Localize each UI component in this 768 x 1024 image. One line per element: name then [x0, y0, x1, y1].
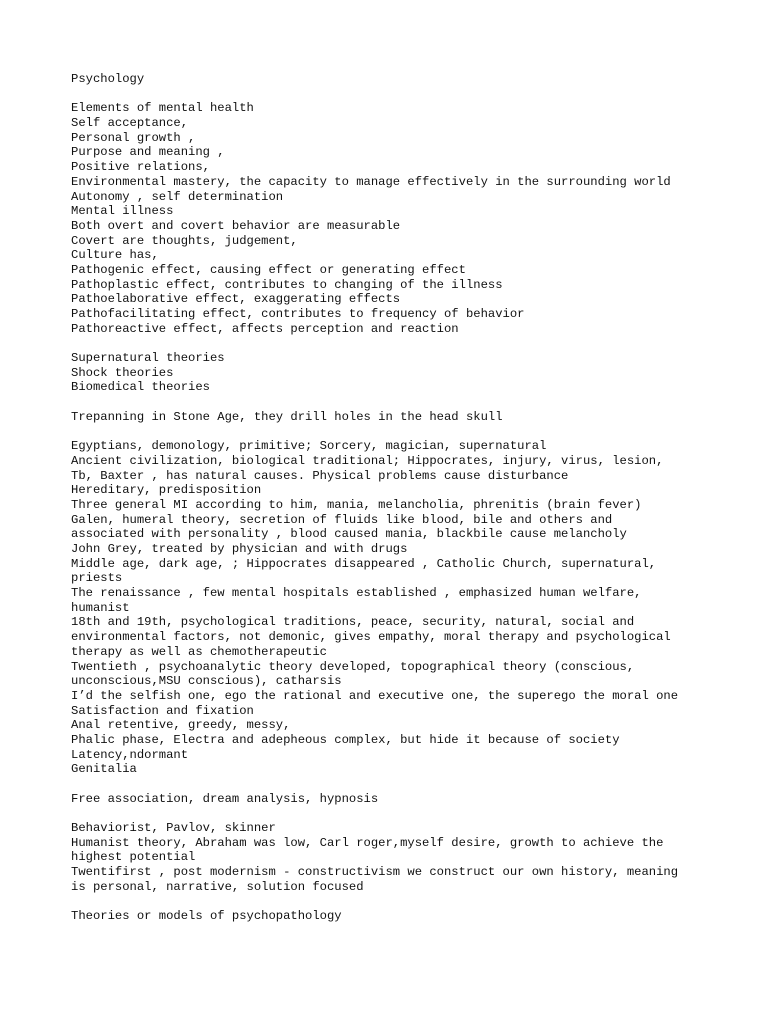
text-line: Mental illness [71, 204, 174, 219]
text-line: Self acceptance, [71, 116, 189, 131]
text-line: Anal retentive, greedy, messy, [71, 718, 291, 733]
text-line: highest potential [71, 850, 196, 865]
text-line: is personal, narrative, solution focused [71, 879, 364, 894]
text-line: Hereditary, predisposition [71, 483, 262, 498]
text-line: I’d the selfish one, ego the rational and executive one, the superego the moral one [71, 688, 679, 703]
text-line: Egyptians, demonology, primitive; Sorcery, magician, supernatural [71, 439, 547, 454]
text-line: 18th and 19th, psychological traditions, peace, security, natural, social and [71, 615, 635, 630]
blank-line [71, 425, 731, 440]
text-line: John Grey, treated by physician and with drugs [71, 542, 408, 556]
blank-line [71, 777, 731, 792]
text-line: Environmental mastery, the capacity to manage effectively in the surrounding world [71, 174, 671, 189]
blank-line [71, 806, 731, 821]
text-line: Supernatural theories [71, 351, 225, 366]
text-line: Ancient civilization, biological traditional; Hippocrates, injury, virus, lesion, [71, 453, 664, 468]
text-line: The renaissance , few mental hospitals established , emphasized human welfare, [71, 586, 642, 601]
text-line: Both overt and covert behavior are measurable [71, 218, 401, 233]
text-line: Pathoelaborative effect, exaggerating effects [71, 292, 401, 307]
text-line: Satisfaction and fixation [71, 703, 254, 718]
text-line: Pathogenic effect, causing effect or generating effect [71, 262, 466, 277]
blank-line [71, 336, 731, 351]
text-line: Latency,ndormant [71, 747, 189, 762]
text-line: environmental factors, not demonic, gives empathy, moral therapy and psychological [71, 630, 671, 645]
text-line: Positive relations, [71, 160, 210, 175]
blank-line [71, 87, 731, 102]
text-line: Culture has, [71, 248, 159, 263]
text-line: Tb, Baxter , has natural causes. Physical problems cause disturbance [71, 468, 569, 483]
text-line: Behaviorist, Pavlov, skinner [71, 821, 276, 836]
text-line: Shock theories [71, 365, 174, 380]
text-line: Biomedical theories [71, 380, 210, 395]
text-line: Covert are thoughts, judgement, [71, 233, 298, 248]
text-line: priests [71, 571, 123, 586]
text-line: Personal growth , [71, 130, 196, 145]
text-line: Humanist theory, Abraham was low, Carl roger,myself desire, growth to achieve the [71, 835, 664, 850]
text-line: Free association, dream analysis, hypnosis [71, 791, 379, 806]
text-line: Three general MI according to him, mania, melancholia, phrenitis (brain fever) [71, 497, 642, 512]
text-line: Twentifirst , post modernism - constructivism we construct our own history, meaning [71, 865, 679, 880]
text-line: Pathoplastic effect, contributes to changing of the illness [71, 277, 503, 292]
text-line: Theories or models of psychopathology [71, 909, 342, 924]
text-line: Twentieth , psychoanalytic theory developed, topographical theory (conscious, [71, 659, 635, 674]
text-line: therapy as well as chemotherapeutic [71, 644, 327, 659]
text-line: Pathoreactive effect, affects perception and reaction [71, 321, 459, 336]
text-line: associated with personality , blood caused mania, blackbile cause melancholy [71, 527, 627, 542]
blank-line [71, 895, 731, 910]
text-line: Autonomy , self determination [71, 189, 284, 204]
document-page [71, 72, 731, 924]
text-line: Pathofacilitating effect, contributes to frequency of behavior [71, 307, 525, 321]
blank-line [71, 395, 731, 410]
text-line: Elements of mental health [71, 101, 254, 116]
text-line: Phalic phase, Electra and adepheous complex, but hide it because of society [71, 732, 620, 747]
text-line: Middle age, dark age, ; Hippocrates disappeared , Catholic Church, supernatural, [71, 556, 657, 571]
text-line: Genitalia [71, 762, 137, 777]
document-title: Psychology [71, 72, 145, 86]
text-line: Purpose and meaning , [71, 145, 225, 160]
text-line: Galen, humeral theory, secretion of fluids like blood, bile and others and [71, 512, 613, 527]
text-line: unconscious,MSU conscious), catharsis [71, 674, 342, 689]
text-line: Trepanning in Stone Age, they drill holes in the head skull [71, 409, 503, 424]
text-line: humanist [71, 600, 130, 615]
